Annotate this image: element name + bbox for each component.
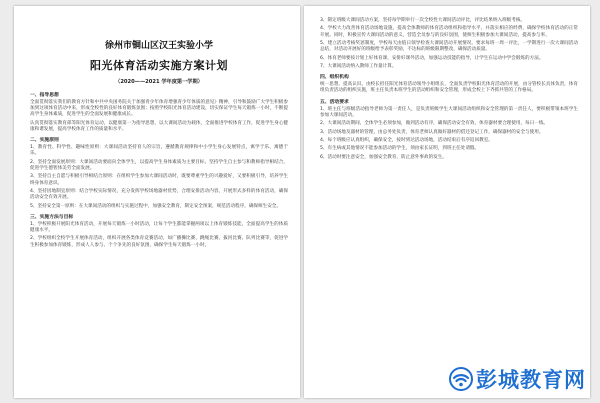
section-heading: 三、实施方法与目标 [30, 214, 74, 220]
paragraph: 4、坚持因地制宜原则：结合学校实际情况，充分发挥学校场地器材优势，合理安排活动内容，开展形式多样的体育活动，确保活动安全有效开展。 [30, 188, 288, 201]
paragraph: 1、教育性、科学性、趣味性原则：大课间活动坚持育人的宗旨，遵循教育规律和中小学生身心发展特点，寓学于乐、寓德于乐。 [30, 145, 288, 157]
paragraph: 2、学校组织全校学生开展体育活动，组织开展各类体育竞赛活动，如广播操比赛、跳绳比赛、拔河比赛、队列比赛等，促进学生积极参加体育锻炼，形成人人参与、个个争先的良好氛围，确保学生每天锻炼一小时。 [30, 236, 288, 248]
paragraph: 5、有生病或其他情况不能参加活动的学生，须由家长证明，到班主任处请假。 [320, 146, 480, 152]
section-heading: 五、活动要求 [320, 99, 349, 105]
section-heading: 一、指导思想 [30, 93, 59, 98]
document-page-1 [14, 6, 300, 398]
page-2-content [320, 18, 578, 163]
paragraph: 6、体育老师要按计划上好体育课，安排好课外活动，加强运动技能的指导，让学生在运动中学会锻炼的方法。 [320, 55, 544, 61]
paragraph: 4、每个班级应认真组织，确保安全，按时到达活动场地，活动结束后有序返回教室。 [320, 137, 493, 143]
school-name: 徐州市铜山区汉王实验小学 [104, 41, 213, 51]
paragraph: 1、学校积极开展阳光体育活动，开展每天锻炼一小时活动，让每个学生都能掌握两项以上体育锻炼技能，全面提高学生的体质健康水平。 [30, 221, 288, 233]
paragraph: 认真贯彻落实教育部等阳光体育运动，以健康第一为指导思想，以大课间活动为载体，全面推进学校体育工作，促进学生身心健康和谐发展，提高学校体育工作的质量和水平。 [30, 120, 288, 132]
paragraph: 2、大课间活动期间，全体学生必须参加，做到活动有序，确保活动安全有效，体育器材要合理使用，每日一练。 [320, 121, 549, 127]
paragraph: 5、建立活动考核奖惩制度，学校每天由值日领导检查大课间活动开展情况，要求每班一周一评比，一学期进行一次大课间活动总结，对活动开展好的班级给予表彰奖励，不达标的班级限期整改，确保活动质量。 [320, 40, 578, 53]
paragraph: 5、坚持安全第一原则：在大课间活动的组织与实施过程中，加强安全教育，制定安全预案，规范活动程序，确保师生安全。 [30, 203, 281, 209]
paragraph: 6、活动时要注意安全，加强安全教育，防止意外事故的发生。 [320, 154, 447, 160]
section-heading: 二、实施原则 [30, 138, 59, 144]
wifi-logo-icon [448, 367, 474, 391]
paragraph: 4、学校大力改善体育活动场地设施，提高全体教师的体育活动组织和指导水平，并落实相应的经费，确保学校体育活动的正常开展。同时，积极宣传大课间活动的意义，营造全员参与的良好氛围，使师生积极参加大课间活动，提高参与率。 [320, 26, 578, 38]
watermark [448, 364, 586, 394]
paragraph: 1、班主任与班级活动指导老师为第一责任人，是负责班级学生大课间活动组织和安全管理的第一责任人，要积极带领本班学生参加大课间活动。 [320, 106, 578, 118]
section-heading: 四、组织机构 [320, 75, 349, 81]
paragraph: 3、活动场地及器材的管理，由总务处负责，体育老师认真做好器材的借还登记工作，确保器材的安全与使用。 [320, 129, 544, 135]
document-title: 阳光体育活动实施方案计划 [90, 59, 228, 72]
page-1-content [30, 16, 288, 251]
term-label: （2020——2021 学年度第一学期） [115, 79, 203, 85]
paragraph: 统一思想，提高认识，由校长担任阳光体育活动领导小组组长，全面负责学校阳光体育活动的开展，由分管校长具体负责，体育组负责活动的组织实施，班主任负责本班学生的活动组织和安全管理，形成全校上下齐抓共管的工作格局。 [320, 82, 578, 94]
paragraph: 3、坚持自主自愿与积极引导相结合原则：在组织学生参加大课间活动时，既要尊重学生的兴趣爱好，又要积极引导，培养学生终身体育意识。 [30, 174, 288, 186]
paragraph: 3、制定班级大课间活动方案，坚持每学期举行一次全校性大课间活动评比，评比结果纳入班级考核。 [320, 18, 526, 23]
document-page-2 [304, 6, 590, 398]
paragraph: 7、大课间活动纳入教师工作量计算。 [320, 63, 397, 69]
paragraph: 2、坚持全面发展原则：大课间活动要面向全体学生，以提高学生身体素质为主要目标，坚持学生自主参与和教师指导相结合，促进学生德智体美劳全面发展。 [30, 159, 288, 171]
paragraph: 全面贯彻落实我们的教育方针和中共中央国务院关于加强青少年体育增强青少年体质的意见》精神，引导和鼓励广大学生积极参加到这项体育活动中来，形成全校性的良好体育锻炼氛围；按照学校阳光体育活动建设，切实保证学生每天锻炼一小时，不断提高学生身体素质，促进学生的全面发展和健康成长。 [30, 100, 288, 118]
watermark-text: 彭城教育网 [476, 368, 586, 392]
